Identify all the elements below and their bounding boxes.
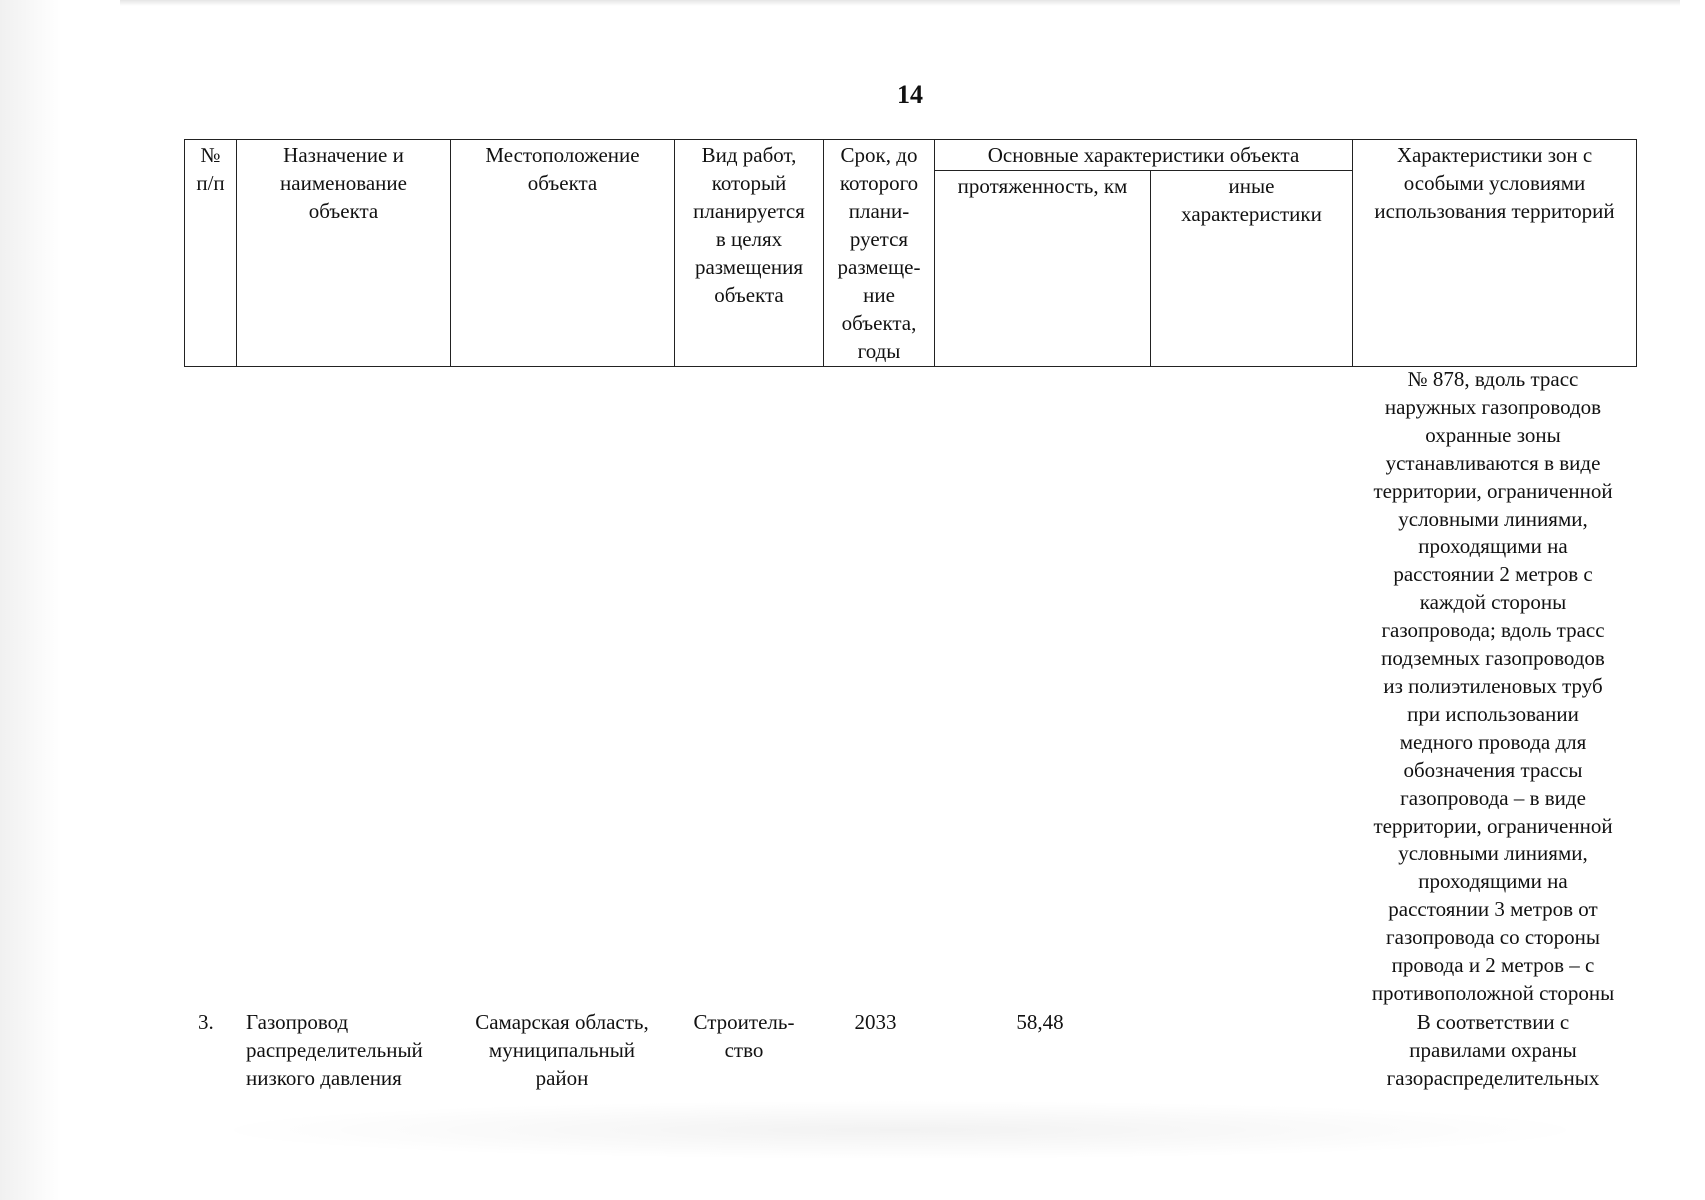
header-num: № п/п [185, 140, 237, 367]
header-main-characteristics: Основные характеристики объекта [935, 140, 1353, 171]
zone-continuation-text: № 878, вдоль трасс наружных газопроводов охранные зоны устанавливаются в виде территории, ограниченной условными линиями, проходящими на расстоянии 2 метров с каждой стороны газопровода; вдоль трасс подземных газопроводов из полиэтиленовых труб при использовании медного провода для обозначения трассы газопровода – в виде территории, ограниченной условными линиями, проходящими на расстоянии 3 метров от газопровода со стороны провода и 2 метров – с противоположной стороны [1371, 367, 1615, 1005]
scan-shadow-left [0, 0, 60, 1200]
header-location: Местоположение объекта [451, 140, 675, 367]
header-deadline: Срок, до которого плани- руется размеще- ние объекта, годы [824, 140, 935, 367]
row-location: Самарская область, муниципальный район [475, 1010, 649, 1090]
header-work-type: Вид работ, который планируется в целях размещения объекта [675, 140, 824, 367]
table-header [184, 139, 1637, 367]
page-number: 14 [897, 80, 923, 109]
header-length: протяженность, км [935, 171, 1151, 367]
row-name: Газопровод распределительный низкого давления [246, 1010, 423, 1090]
row-year: 2033 [854, 1010, 897, 1034]
row-num: 3. [198, 1010, 214, 1034]
scan-shadow-top [120, 0, 1680, 6]
header-other-characteristics: иные характеристики [1151, 171, 1353, 367]
row-work-type: Строитель- ство [693, 1010, 795, 1062]
scan-shadow-bottom [200, 1100, 1600, 1160]
header-zones: Характеристики зон с особыми условиями использования территорий [1353, 140, 1637, 367]
header-purpose: Назначение и наименование объекта [237, 140, 451, 367]
row-length: 58,48 [1016, 1010, 1064, 1034]
row-zones: В соответствии с правилами охраны газораспределительных [1386, 1010, 1600, 1090]
